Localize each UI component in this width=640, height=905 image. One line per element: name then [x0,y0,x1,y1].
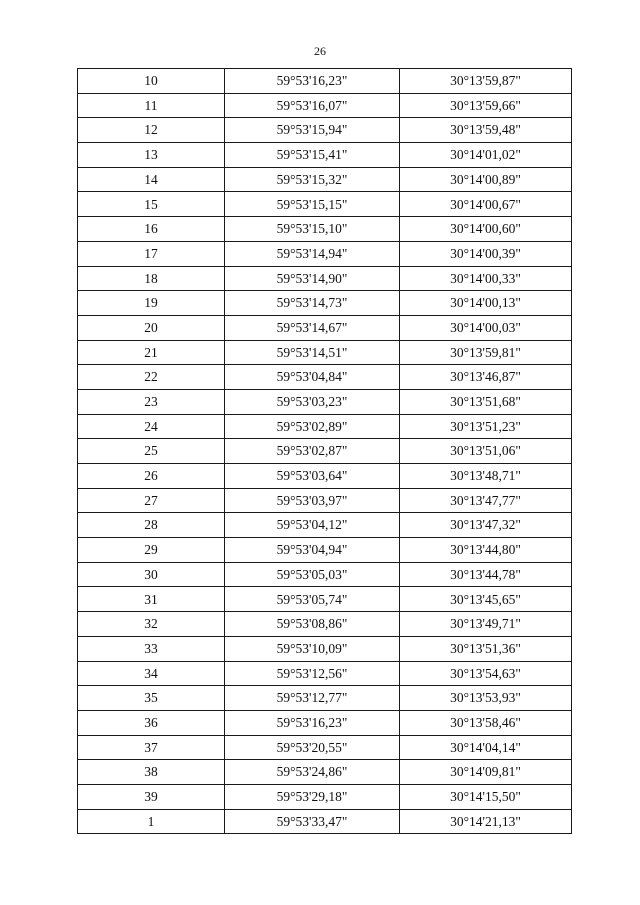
longitude-cell: 30°14'00,39" [400,241,572,266]
table-row [78,217,572,242]
longitude-cell: 30°13'58,46" [400,710,572,735]
point-number-cell: 25 [78,439,225,464]
table-row [78,612,572,637]
point-number-cell: 27 [78,488,225,513]
latitude-cell: 59°53'20,55" [225,735,400,760]
point-number-cell: 28 [78,513,225,538]
table-row [78,192,572,217]
table-row [78,241,572,266]
table-row [78,735,572,760]
point-number-cell: 34 [78,661,225,686]
longitude-cell: 30°14'00,03" [400,315,572,340]
longitude-cell: 30°14'00,67" [400,192,572,217]
latitude-cell: 59°53'15,94" [225,118,400,143]
longitude-cell: 30°13'49,71" [400,612,572,637]
point-number-cell: 18 [78,266,225,291]
point-number-cell: 39 [78,784,225,809]
longitude-cell: 30°13'59,87" [400,69,572,94]
latitude-cell: 59°53'03,97" [225,488,400,513]
longitude-cell: 30°14'09,81" [400,760,572,785]
longitude-cell: 30°14'00,13" [400,291,572,316]
point-number-cell: 20 [78,315,225,340]
point-number-cell: 12 [78,118,225,143]
table-row [78,562,572,587]
point-number-cell: 17 [78,241,225,266]
table-row [78,513,572,538]
point-number-cell: 19 [78,291,225,316]
latitude-cell: 59°53'03,64" [225,464,400,489]
longitude-cell: 30°13'47,32" [400,513,572,538]
table-row [78,587,572,612]
latitude-cell: 59°53'29,18" [225,784,400,809]
table-row [78,636,572,661]
point-number-cell: 29 [78,538,225,563]
table-row [78,710,572,735]
longitude-cell: 30°13'45,65" [400,587,572,612]
longitude-cell: 30°13'44,78" [400,562,572,587]
latitude-cell: 59°53'33,47" [225,809,400,834]
latitude-cell: 59°53'15,10" [225,217,400,242]
table-row [78,266,572,291]
point-number-cell: 36 [78,710,225,735]
longitude-cell: 30°13'51,06" [400,439,572,464]
latitude-cell: 59°53'16,23" [225,69,400,94]
point-number-cell: 13 [78,143,225,168]
point-number-cell: 22 [78,365,225,390]
table-row [78,143,572,168]
longitude-cell: 30°14'21,13" [400,809,572,834]
latitude-cell: 59°53'14,90" [225,266,400,291]
latitude-cell: 59°53'14,94" [225,241,400,266]
point-number-cell: 21 [78,340,225,365]
table-row [78,686,572,711]
table-row [78,389,572,414]
latitude-cell: 59°53'04,12" [225,513,400,538]
latitude-cell: 59°53'05,74" [225,587,400,612]
table-row [78,661,572,686]
longitude-cell: 30°14'04,14" [400,735,572,760]
latitude-cell: 59°53'14,51" [225,340,400,365]
point-number-cell: 31 [78,587,225,612]
longitude-cell: 30°14'00,33" [400,266,572,291]
latitude-cell: 59°53'04,84" [225,365,400,390]
longitude-cell: 30°14'00,89" [400,167,572,192]
latitude-cell: 59°53'24,86" [225,760,400,785]
latitude-cell: 59°53'12,77" [225,686,400,711]
longitude-cell: 30°13'59,66" [400,93,572,118]
table-row [78,784,572,809]
longitude-cell: 30°13'48,71" [400,464,572,489]
latitude-cell: 59°53'15,32" [225,167,400,192]
latitude-cell: 59°53'10,09" [225,636,400,661]
longitude-cell: 30°13'59,48" [400,118,572,143]
table-row [78,488,572,513]
table-row [78,291,572,316]
point-number-cell: 26 [78,464,225,489]
point-number-cell: 35 [78,686,225,711]
point-number-cell: 23 [78,389,225,414]
table-row [78,414,572,439]
point-number-cell: 1 [78,809,225,834]
point-number-cell: 10 [78,69,225,94]
table-row [78,760,572,785]
point-number-cell: 15 [78,192,225,217]
point-number-cell: 32 [78,612,225,637]
longitude-cell: 30°13'54,63" [400,661,572,686]
point-number-cell: 14 [78,167,225,192]
latitude-cell: 59°53'15,41" [225,143,400,168]
latitude-cell: 59°53'16,07" [225,93,400,118]
table-row [78,464,572,489]
table-row [78,365,572,390]
longitude-cell: 30°13'51,23" [400,414,572,439]
latitude-cell: 59°53'02,89" [225,414,400,439]
table-row [78,167,572,192]
point-number-cell: 24 [78,414,225,439]
latitude-cell: 59°53'02,87" [225,439,400,464]
longitude-cell: 30°13'47,77" [400,488,572,513]
table-row [78,118,572,143]
table-row [78,93,572,118]
longitude-cell: 30°13'51,36" [400,636,572,661]
point-number-cell: 30 [78,562,225,587]
table-row [78,538,572,563]
point-number-cell: 33 [78,636,225,661]
coordinates-table-body [78,69,572,834]
longitude-cell: 30°13'46,87" [400,365,572,390]
coordinates-table [77,68,572,834]
point-number-cell: 16 [78,217,225,242]
table-row [78,315,572,340]
longitude-cell: 30°14'01,02" [400,143,572,168]
longitude-cell: 30°13'53,93" [400,686,572,711]
longitude-cell: 30°13'51,68" [400,389,572,414]
latitude-cell: 59°53'03,23" [225,389,400,414]
latitude-cell: 59°53'14,73" [225,291,400,316]
latitude-cell: 59°53'16,23" [225,710,400,735]
point-number-cell: 11 [78,93,225,118]
latitude-cell: 59°53'14,67" [225,315,400,340]
longitude-cell: 30°13'44,80" [400,538,572,563]
longitude-cell: 30°13'59,81" [400,340,572,365]
longitude-cell: 30°14'15,50" [400,784,572,809]
table-row [78,809,572,834]
table-row [78,340,572,365]
table-row [78,439,572,464]
latitude-cell: 59°53'15,15" [225,192,400,217]
table-row [78,69,572,94]
latitude-cell: 59°53'05,03" [225,562,400,587]
latitude-cell: 59°53'08,86" [225,612,400,637]
point-number-cell: 38 [78,760,225,785]
page-number: 26 [314,44,326,58]
latitude-cell: 59°53'04,94" [225,538,400,563]
latitude-cell: 59°53'12,56" [225,661,400,686]
point-number-cell: 37 [78,735,225,760]
longitude-cell: 30°14'00,60" [400,217,572,242]
